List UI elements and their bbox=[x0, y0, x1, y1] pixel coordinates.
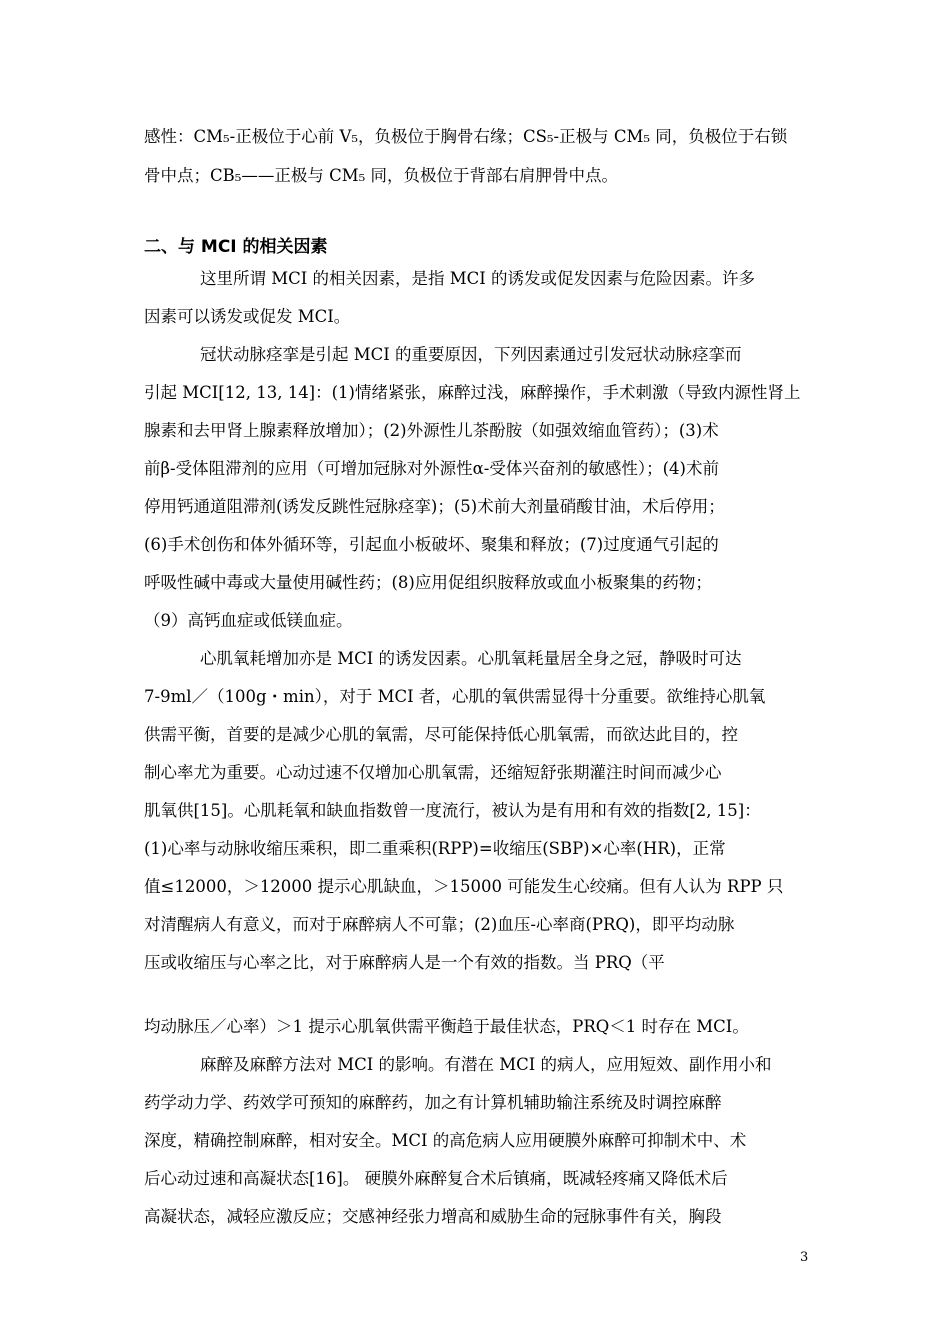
paragraph-line: 腺素和去甲肾上腺素释放增加）；(2)外源性儿茶酚胺（如强效缩血管药）；(3)术 bbox=[144, 421, 719, 440]
text-line: 骨中点；CB₅——正极与 CM₅ 同，负极位于背部右肩胛骨中点。 bbox=[144, 166, 618, 185]
text-line: 感性：CM₅-正极位于心前 V₅，负极位于胸骨右缘；CS₅-正极与 CM₅ 同，负极位于右锁 bbox=[144, 127, 788, 146]
paragraph-line: 深度，精确控制麻醉，相对安全。MCI 的高危病人应用硬膜外麻醉可抑制术中、术 bbox=[144, 1131, 747, 1150]
paragraph-line: 均动脉压／心率）＞1 提示心肌氧供需平衡趋于最佳状态，PRQ＜1 时存在 MCI。 bbox=[144, 1017, 749, 1036]
paragraph-line: (6)手术创伤和体外循环等，引起血小板破坏、聚集和释放；(7)过度通气引起的 bbox=[144, 535, 719, 554]
paragraph-line: 值≤12000，＞12000 提示心肌缺血，＞15000 可能发生心绞痛。但有人认为 RPP 只 bbox=[144, 877, 784, 896]
paragraph-line: 供需平衡，首要的是减少心肌的氧需，尽可能保持低心肌氧需，而欲达此目的，控 bbox=[144, 725, 738, 744]
paragraph-line: 麻醉及麻醉方法对 MCI 的影响。有潜在 MCI 的病人，应用短效、副作用小和 bbox=[200, 1055, 772, 1074]
paragraph-line: 压或收缩压与心率之比，对于麻醉病人是一个有效的指数。当 PRQ（平 bbox=[144, 953, 665, 972]
page-number: 3 bbox=[800, 1250, 809, 1265]
paragraph-line: 停用钙通道阻滞剂(诱发反跳性冠脉痉挛)；(5)术前大剂量硝酸甘油，术后停用； bbox=[144, 497, 725, 516]
paragraph-line: 心肌氧耗增加亦是 MCI 的诱发因素。心肌氧耗量居全身之冠，静吸时可达 bbox=[200, 649, 742, 668]
paragraph-line: 药学动力学、药效学可预知的麻醉药，加之有计算机辅助输注系统及时调控麻醉 bbox=[144, 1093, 722, 1112]
paragraph-line: 这里所谓 MCI 的相关因素，是指 MCI 的诱发或促发因素与危险因素。许多 bbox=[200, 269, 756, 288]
section-heading: 二、与 MCI 的相关因素 bbox=[144, 237, 328, 257]
paragraph-line: 呼吸性碱中毒或大量使用碱性药；(8)应用促组织胺释放或血小板聚集的药物； bbox=[144, 573, 712, 592]
paragraph-line: 引起 MCI[12, 13, 14]：(1)情绪紧张，麻醉过浅，麻醉操作，手术刺激（导致内源性肾上 bbox=[144, 383, 801, 402]
paragraph-line: 因素可以诱发或促发 MCI。 bbox=[144, 307, 351, 326]
paragraph-line: 前β-受体阻滞剂的应用（可增加冠脉对外源性α-受体兴奋剂的敏感性）；(4)术前 bbox=[144, 459, 719, 478]
paragraph-line: 7-9ml／（100g・min），对于 MCI 者，心肌的氧供需显得十分重要。欲维持心肌氧 bbox=[144, 687, 766, 706]
paragraph-line: 肌氧供[15]。心肌耗氧和缺血指数曾一度流行，被认为是有用和有效的指数[2, 15]： bbox=[144, 801, 761, 820]
paragraph-line: 高凝状态，减轻应激反应；交感神经张力增高和威胁生命的冠脉事件有关，胸段 bbox=[144, 1207, 722, 1226]
paragraph-line: 对清醒病人有意义，而对于麻醉病人不可靠；(2)血压-心率商(PRQ)，即平均动脉 bbox=[144, 915, 735, 934]
paragraph-line: 冠状动脉痉挛是引起 MCI 的重要原因，下列因素通过引发冠状动脉痉挛而 bbox=[200, 345, 742, 364]
paragraph-line: 制心率尤为重要。心动过速不仅增加心肌氧需，还缩短舒张期灌注时间而减少心 bbox=[144, 763, 722, 782]
paragraph-line: （9）高钙血症或低镁血症。 bbox=[144, 611, 353, 630]
paragraph-line: 后心动过速和高凝状态[16]。 硬膜外麻醉复合术后镇痛，既减轻疼痛又降低术后 bbox=[144, 1169, 728, 1188]
paragraph-line: (1)心率与动脉收缩压乘积，即二重乘积(RPP)=收缩压(SBP)×心率(HR)，正常 bbox=[144, 839, 726, 858]
